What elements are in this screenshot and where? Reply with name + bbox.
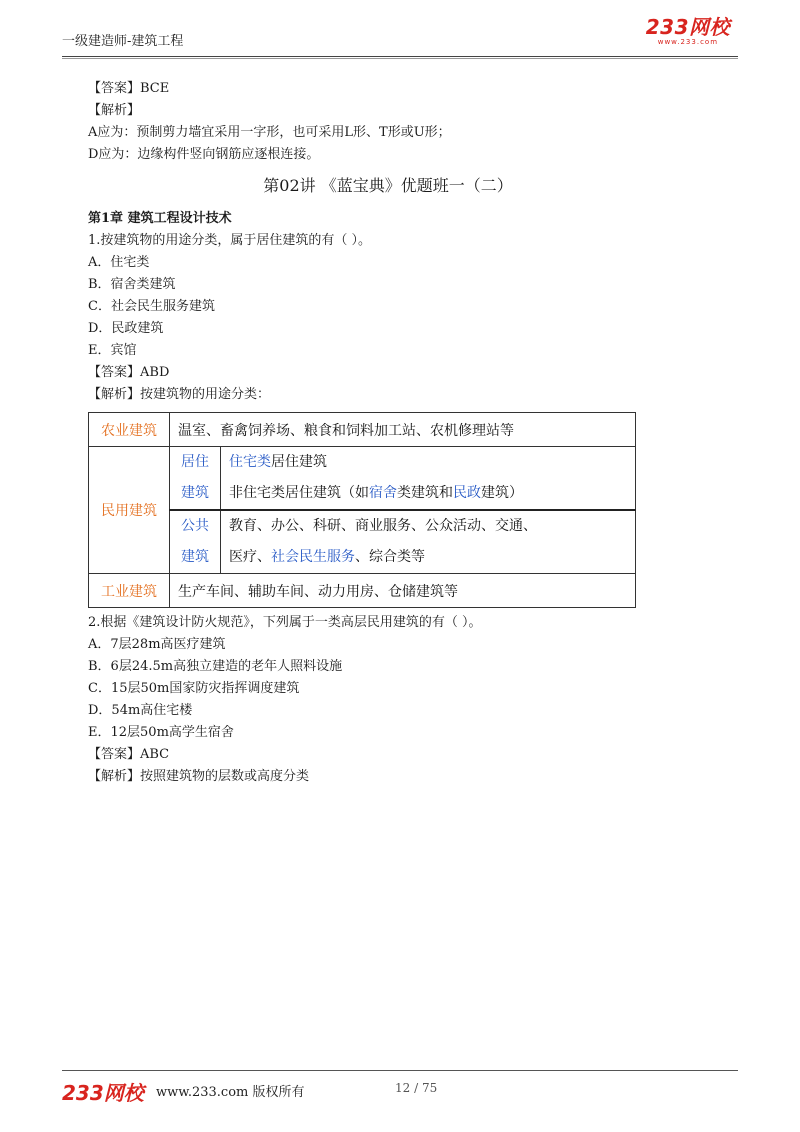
- residential-label: [170, 447, 221, 511]
- prev-analysis-label: 【解析】: [88, 103, 141, 118]
- footer-divider: [62, 1070, 738, 1071]
- chapter-heading: 第1章 建筑工程设计技术: [88, 211, 232, 226]
- public-line-2: [221, 542, 636, 574]
- table-row-public-1: [89, 510, 636, 542]
- lecture-title: 第02讲 《蓝宝典》优题班一（二）: [263, 176, 513, 195]
- header-title: 一级建造师-建筑工程: [62, 34, 184, 49]
- public-label: [170, 510, 221, 574]
- industrial-desc: 生产车间、辅助车间、动力用房、仓储建筑等: [170, 574, 636, 608]
- q1-answer: 【答案】ABD: [88, 365, 170, 380]
- q2-option-b: B．6层24.5m高独立建造的老年人照料设施: [88, 659, 343, 674]
- q1-stem: 1.按建筑物的用途分类，属于居住建筑的有（ ）。: [88, 233, 372, 248]
- residential-label-2: 建筑: [181, 485, 209, 501]
- footer-copyright: www.233.com 版权所有: [156, 1085, 305, 1100]
- residential-line-1: [221, 447, 636, 479]
- q2-option-c: C．15层50m国家防灾指挥调度建筑: [88, 681, 300, 696]
- public-label-2: 建筑: [181, 549, 209, 565]
- agri-label: 农业建筑: [89, 413, 170, 447]
- header-divider: [62, 56, 738, 59]
- public-label-1: 公共: [181, 518, 209, 534]
- q1-analysis: 【解析】按建筑物的用途分类：: [88, 387, 271, 402]
- logo-text: 233网校: [645, 15, 730, 39]
- q2-answer: 【答案】ABC: [88, 747, 170, 762]
- prev-analysis-line-d: D应为：边缘构件竖向钢筋应逐根连接。: [88, 147, 320, 162]
- residential-line1-rest: 居住建筑: [271, 454, 327, 470]
- q2-option-e: E．12层50m高学生宿舍: [88, 725, 234, 740]
- industrial-label: 工业建筑: [89, 574, 170, 608]
- building-classification-table: [88, 412, 636, 608]
- public-line2-a: 医疗、: [229, 549, 271, 565]
- agri-desc: 温室、畜禽饲养场、粮食和饲料加工站、农机修理站等: [170, 413, 636, 447]
- page-content: [88, 78, 648, 788]
- residential-line2-a: 非住宅类居住建筑（如: [229, 485, 369, 501]
- q1-option-e: E．宾馆: [88, 343, 137, 358]
- footer-logo: 233网校: [62, 1081, 144, 1105]
- q2-option-d: D．54m高住宅楼: [88, 703, 193, 718]
- logo-url: www.233.com: [657, 38, 719, 46]
- prev-answer: 【答案】BCE: [88, 81, 170, 96]
- residential-label-1: 居住: [181, 454, 209, 470]
- residential-line2-b: 类建筑和: [397, 485, 453, 501]
- residential-line2-hl1: 宿舍: [369, 485, 397, 501]
- prev-analysis-line-a: A应为：预制剪力墙宜采用一字形，也可采用L形、T形或U形；: [88, 125, 451, 140]
- brand-logo: [646, 16, 730, 46]
- q2-stem: 2.根据《建筑设计防火规范》，下列属于一类高层民用建筑的有（ ）。: [88, 615, 482, 630]
- civil-label: 民用建筑: [89, 447, 170, 574]
- public-line2-highlight: 社会民生服务: [271, 549, 355, 565]
- public-line-1: 教育、办公、科研、商业服务、公众活动、交通、: [221, 510, 636, 542]
- table-row-industrial: [89, 574, 636, 608]
- q1-option-c: C．社会民生服务建筑: [88, 299, 215, 314]
- residential-line1-highlight: 住宅类: [229, 454, 271, 470]
- table-row-residential-1: [89, 447, 636, 479]
- residential-line2-hl2: 民政: [453, 485, 481, 501]
- public-line2-b: 、综合类等: [355, 549, 425, 565]
- q2-analysis: 【解析】按照建筑物的层数或高度分类: [88, 769, 310, 784]
- q1-option-d: D．民政建筑: [88, 321, 164, 336]
- table-row-agriculture: [89, 413, 636, 447]
- q1-option-a: A．住宅类: [88, 255, 150, 270]
- residential-line-2: [221, 478, 636, 510]
- q2-option-a: A．7层28m高医疗建筑: [88, 637, 226, 652]
- q1-option-b: B．宿舍类建筑: [88, 277, 176, 292]
- residential-line2-c: 建筑）: [481, 485, 523, 501]
- page-number: 12 / 75: [395, 1081, 438, 1095]
